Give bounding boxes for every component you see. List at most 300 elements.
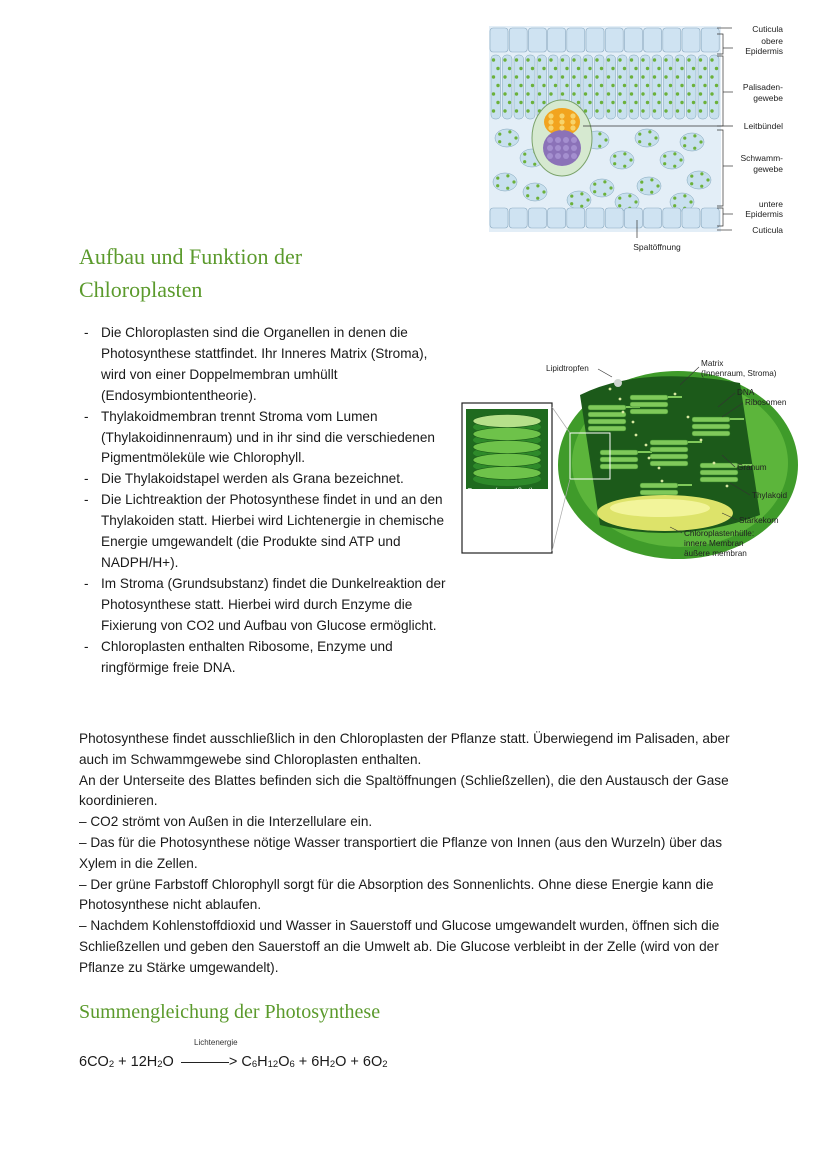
ribosome-dot [619,398,622,401]
bullet-item: - Thylakoidmembran trennt Stroma vom Lumen (Thylakoidinnenraum) und in ihr sind die verschiedenen Pigmentmöleküle wie Chlorophyll. [84,407,454,470]
photosynthesis-paragraph [79,729,759,979]
chloroplast-dot [653,92,656,95]
page-title: Aufbau und Funktion der Chloroplasten [79,244,303,302]
chloroplast-dot [595,92,598,95]
epidermis-cell [490,208,508,228]
chloroplast-dot [498,140,501,143]
label-matrix-1: Matrix [701,359,724,368]
chloroplast-figure [460,355,800,565]
chloroplast-dot [607,75,610,78]
thylakoid-disc [600,464,638,469]
chloroplast-dot [699,58,702,61]
chloroplast-dot [680,101,683,104]
bullet-item: - Im Stroma (Grundsubstanz) findet die Dunkelreaktion der Photosynthese statt. Hierbei wird durch Enzyme die Fixierung von CO2 und Aufbau von Glucose ermöglicht. [84,574,454,637]
paragraph-line: – Der grüne Farbstoff Chlorophyll sorgt für die Absorption des Sonnenlichts. Ohne diese Energie kann die Photosynthese nicht ablaufen. [79,876,714,913]
chloroplast-dot [618,58,621,61]
chloroplast-dot [561,92,564,95]
chloroplast-dot [664,75,667,78]
chloroplast-dot [604,138,607,141]
chloroplast-dot [570,195,573,198]
chloroplast-dot [536,184,539,187]
chloroplast-dot [496,184,499,187]
chloroplast-dot [503,109,506,112]
chloroplast-dot [508,67,511,70]
chloroplast-dot [663,162,666,165]
chloroplast-dot [653,109,656,112]
chloroplast-dot [503,92,506,95]
chloroplast-dot [515,92,518,95]
eq-sub: 2 [382,1059,388,1070]
chloroplast-dot [531,101,534,104]
chloroplast-dot [542,84,545,87]
chloroplast-dot [549,92,552,95]
thylakoid-disc [640,490,678,495]
vascular-bundle [532,100,592,176]
epidermis-cell [605,28,623,52]
paragraph-line: – Das für die Photosynthese nötige Wasser transportiert die Pflanze von Innen (aus den Wurzeln) über das Xylem in die Zellen. [79,834,723,871]
epidermis-cell [644,208,662,228]
chloroplast-dot [498,133,501,136]
thylakoid-disc [630,395,668,400]
label-epidermis-bottom: Epidermis [745,209,783,219]
chloroplast-dot [673,204,676,207]
chloroplast-dot [572,92,575,95]
xylem-cell [559,113,564,118]
photosynthesis-equation [79,1054,388,1070]
chloroplast-dot [595,75,598,78]
chloroplast-dot [676,58,679,61]
thylakoid-disc [600,450,638,455]
chloroplast-dot [607,92,610,95]
granum-disc [473,441,541,454]
chloroplast-dot [542,67,545,70]
phloem-cell [547,137,553,143]
chloroplast-dot [496,67,499,70]
chloroplast-dot [648,130,651,133]
granum-enlarged [473,415,541,487]
chloroplast-dot [588,67,591,70]
xylem-cell [548,125,553,130]
palisade-cell [526,55,536,119]
eq-part: + 12H [114,1054,158,1070]
chloroplast-dot [630,75,633,78]
chloroplast-dot [692,84,695,87]
chloroplast-dot [664,109,667,112]
chloroplast-dot [538,75,541,78]
chloroplast-dot [611,101,614,104]
chloroplast-dot [646,67,649,70]
ribosome-dot [648,457,651,460]
label-huelle-2: innere Membran [684,539,744,548]
chloroplast-bullet-list [84,323,454,678]
label-huelle-1: Chloroplastenhülle: [684,529,755,538]
chloroplast-dot [641,58,644,61]
label-schwamm-2: gewebe [753,164,783,174]
epidermis-cell [567,28,585,52]
ribosome-dot [658,467,661,470]
chloroplast-dot [693,147,696,150]
chloroplast-dot [508,84,511,87]
chloroplast-dot [699,75,702,78]
ribosome-dot [687,416,690,419]
label-cuticula-top: Cuticula [752,24,783,34]
thylakoid-disc [630,402,668,407]
chloroplast-dot [503,75,506,78]
chloroplast-dot [618,92,621,95]
granum-disc [473,454,541,467]
epidermis-cell [528,208,546,228]
epidermis-cell [624,208,642,228]
chloroplast-dot [577,67,580,70]
epidermis-cell [663,28,681,52]
chloroplast-dot [492,109,495,112]
thylakoid-disc [700,463,738,468]
chloroplast-dot [673,197,676,200]
chloroplast-dot [703,67,706,70]
chloroplast-dot [699,140,702,143]
chloroplast-dot [618,197,621,200]
chloroplast-dot [687,75,690,78]
granum-disc [473,415,541,428]
chloroplast-dot [654,136,657,139]
chloroplast-dot [640,188,643,191]
palisade-cell [629,55,639,119]
label-cuticula-bottom: Cuticula [752,225,783,235]
chloroplast-dot [710,75,713,78]
chloroplast-dot [515,75,518,78]
thylakoid-disc [692,431,730,436]
epidermis-cell [701,208,719,228]
phloem-cell [571,145,577,151]
chloroplast-dot [514,136,517,139]
chloroplast-dot [613,155,616,158]
chloroplast-dot [526,187,529,190]
chloroplast-dot [618,109,621,112]
chloroplast-dot [572,75,575,78]
chloroplast-dot [676,109,679,112]
chloroplast-dot [623,67,626,70]
chloroplast-dot [646,101,649,104]
chloroplast-dot [689,200,692,203]
eq-part: O + 6O [335,1054,383,1070]
chloroplast-dot [623,165,626,168]
chloroplast-dot [613,162,616,165]
epidermis-cell [548,28,566,52]
chloroplast-dot [533,163,536,166]
chloroplast-dot [640,181,643,184]
label-leitbuendel: Leitbündel [743,121,783,131]
thylakoid-disc [650,461,688,466]
palisade-cell [641,55,651,119]
chloroplast-dot [683,137,686,140]
chloroplast-dot [603,180,606,183]
label-epidermis-top: Epidermis [745,46,783,56]
chloroplast-dot [542,190,545,193]
chloroplast-dot [669,84,672,87]
epidermis-cell [663,208,681,228]
chloroplast-dot [496,177,499,180]
epidermis-cell [682,28,700,52]
chloroplast-dot [512,180,515,183]
chloroplast-dot [492,58,495,61]
chloroplast-dot [580,205,583,208]
chloroplast-dot [657,84,660,87]
chloroplast-dot [623,152,626,155]
chloroplast-dot [603,193,606,196]
thylakoid-disc [588,419,626,424]
phloem-cell [563,153,569,159]
epidermis-cell [701,28,719,52]
chloroplast-dot [515,109,518,112]
chloroplast-dot [506,174,509,177]
chloroplast-dot [628,194,631,197]
chloroplast-dot [542,101,545,104]
chloroplast-dot [531,84,534,87]
thylakoid-disc [650,440,688,445]
phloem-cell [547,145,553,151]
ribosome-dot [674,393,677,396]
chloroplast-dot [554,67,557,70]
chloroplast-dot [680,67,683,70]
label-huelle-3: äußere membran [684,549,747,558]
chloroplast-dot [586,198,589,201]
lichtenergie-label: Lichtenergie [194,1038,238,1047]
chloroplast-dot [526,58,529,61]
chloroplast-dot [663,155,666,158]
chloroplast-dot [580,192,583,195]
chloroplast-dot [715,67,718,70]
label-inset-3: Thylakoiden ist offen [467,504,533,513]
eq-sub: 2 [329,1059,336,1070]
chloroplast-dot [595,109,598,112]
chloroplast-dot [515,58,518,61]
palisade-cell [606,55,616,119]
chloroplast-dot [693,134,696,137]
chloroplast-dot [715,84,718,87]
xylem-cell [559,125,564,130]
eq-part: H [257,1054,268,1070]
ribosome-dot [713,462,716,465]
chloroplast-dot [703,101,706,104]
summary-title: Summengleichung der Photosynthese [79,1001,381,1023]
ribosome-dot [661,480,664,483]
phloem-cell [563,145,569,151]
chloroplast-dot [496,84,499,87]
chloroplast-dot [692,67,695,70]
chloroplast-dot [634,200,637,203]
chloroplast-dot [593,183,596,186]
chloroplast-dot [634,67,637,70]
paragraph-line: An der Unterseite des Blattes befinden sich die Spaltöffnungen (Schließzellen), die den Austausch der Gase koordinieren. [79,772,729,809]
chloroplast-dot [506,187,509,190]
eq-sub: 12 [267,1059,279,1070]
label-lipidtropfen: Lipidtropfen [546,364,589,373]
epidermis-cell [509,28,527,52]
epidermis-cell [644,28,662,52]
chloroplast-dot [618,75,621,78]
xylem-cell [548,119,553,124]
chloroplast-dot [508,143,511,146]
lipid-droplet [614,379,622,387]
chloroplast-dot [536,197,539,200]
chloroplast-dot [523,160,526,163]
chloroplast-dot [646,84,649,87]
chloroplast-dot [538,92,541,95]
chloroplast-dot [710,109,713,112]
label-staerkekorn: Stärkekorn [739,516,779,525]
chloroplast-dot [641,75,644,78]
eq-part: C [237,1054,252,1070]
palisade-cell [675,55,685,119]
thylakoid-disc [700,477,738,482]
chloroplast-dot [634,101,637,104]
palisade-cell [687,55,697,119]
chloroplast-dot [653,75,656,78]
chloroplast-dot [690,175,693,178]
chloroplast-dot [618,204,621,207]
palisade-cell [491,55,501,119]
chloroplast-dot [630,109,633,112]
chloroplast-dot [577,101,580,104]
xylem-cell [570,113,575,118]
chloroplast-dot [554,84,557,87]
palisade-cell [514,55,524,119]
chloroplast-dot [584,58,587,61]
label-thylakoid: Thylakoid [752,491,788,500]
chloroplast-dot [549,58,552,61]
chloroplast-dot [526,109,529,112]
thylakoid-disc [588,412,626,417]
thylakoid-disc [600,457,638,462]
label-inset-1: Granum (vergrößert) [467,486,533,495]
reaction-arrow-head: > [228,1054,238,1070]
chloroplast-dot [526,194,529,197]
chloroplast-dot [669,67,672,70]
paragraph-line: – CO2 strömt von Außen in die Interzellulare ein. [79,814,373,830]
epidermis-cell [586,208,604,228]
thylakoid-disc [588,405,626,410]
chloroplast-dot [690,182,693,185]
chloroplast-dot [549,75,552,78]
bullet-item: - Die Thylakoidstapel werden als Grana bezeichnet. [84,469,454,490]
epidermis-cell [567,208,585,228]
label-obere: obere [761,36,783,46]
label-dna: DNA [737,388,755,397]
chloroplast-dot [687,109,690,112]
chloroplast-dot [519,84,522,87]
chloroplast-dot [607,58,610,61]
chloroplast-dot [570,202,573,205]
chloroplast-dot [669,101,672,104]
chloroplast-dot [584,92,587,95]
thylakoid-disc [700,470,738,475]
phloem-cell [555,153,561,159]
chloroplast-dot [598,145,601,148]
granum-disc [473,467,541,480]
epidermis-cell [682,208,700,228]
ribosome-dot [700,439,703,442]
label-inset-4: dargestellt [467,513,501,522]
chloroplast-dot [565,67,568,70]
chloroplast-dot [679,158,682,161]
chloroplast-dot [611,84,614,87]
chloroplast-dot [508,101,511,104]
eq-sub: 2 [157,1059,163,1070]
eq-part: O [278,1054,290,1070]
phloem-cell [547,153,553,159]
chloroplast-dot [687,58,690,61]
label-palisaden-1: Palisaden- [742,82,783,92]
phloem-cell [555,137,561,143]
thylakoid-disc [692,424,730,429]
chloroplast-dot [676,75,679,78]
epidermis-cell [490,28,508,52]
chloroplast-dot [699,109,702,112]
chloroplast-dot [492,75,495,78]
chloroplast-dot [710,92,713,95]
eq-part: O [162,1054,178,1070]
xylem-cell [559,119,564,124]
chloroplast-dot [650,191,653,194]
label-ribosomen: Ribosomen [745,398,787,407]
leaf-cross-section-figure [487,20,787,255]
chloroplast-dot [584,75,587,78]
label-schwamm-1: Schwamm- [740,153,783,163]
xylem-cell [548,113,553,118]
chloroplast-dot [600,84,603,87]
palisade-cell [698,55,708,119]
chloroplast-dot [664,58,667,61]
chloroplast-dot [538,58,541,61]
eq-part: + 6H [294,1054,330,1070]
chloroplast-dot [641,109,644,112]
chloroplast-dot [683,194,686,197]
chloroplast-dot [503,58,506,61]
chloroplast-dot [700,185,703,188]
chloroplast-dot [676,92,679,95]
chloroplast-dot [634,84,637,87]
label-palisaden-2: gewebe [753,93,783,103]
epidermis-cell [528,28,546,52]
chloroplast-dot [656,184,659,187]
chloroplast-dot [673,165,676,168]
thylakoid-disc [630,409,668,414]
ribosome-dot [726,485,729,488]
thylakoid-disc [640,483,678,488]
chloroplast-dot [523,153,526,156]
chloroplast-dot [526,92,529,95]
chloroplast-dot [699,92,702,95]
chloroplast-dot [561,75,564,78]
palisade-cell [710,55,720,119]
eq-sub: 2 [108,1059,115,1070]
granum-disc [473,428,541,441]
chloroplast-dot [577,84,580,87]
chloroplast-dot [561,58,564,61]
chloroplast-dot [710,58,713,61]
chloroplast-dot [572,58,575,61]
chloroplast-dot [638,133,641,136]
palisade-cell [618,55,628,119]
chloroplast-dot [673,152,676,155]
label-inset-2: Das oberste der 5 [467,495,525,504]
chloroplast-dot [623,101,626,104]
thylakoid-disc [650,454,688,459]
chloroplast-dot [703,84,706,87]
thylakoid-disc [692,417,730,422]
label-spaltoeffnung: Spaltöffnung [633,242,681,252]
chloroplast-dot [630,92,633,95]
